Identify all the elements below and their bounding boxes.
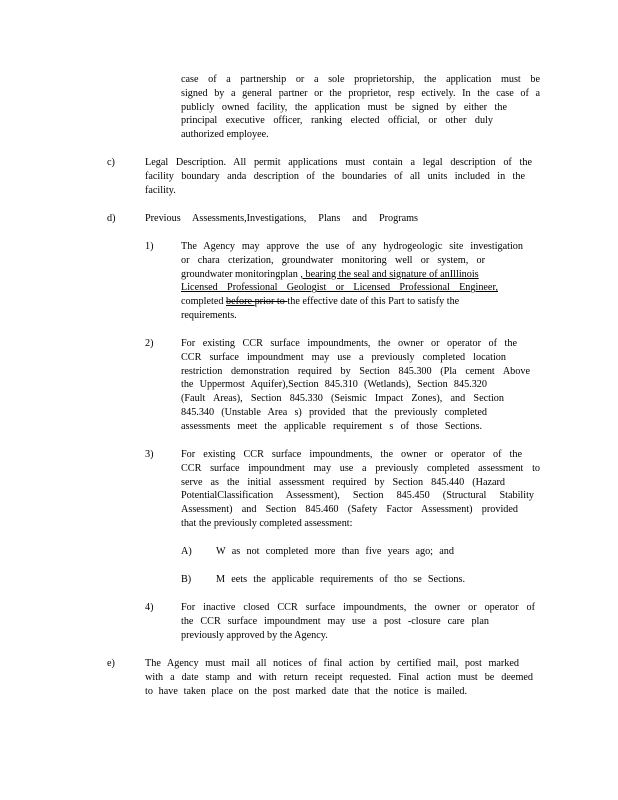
intro-line: signed by a general partner or the proprietor, resp ectively. In the case of a bbox=[181, 87, 540, 99]
section-d-label: d) bbox=[107, 213, 116, 224]
deleted-text: prior to bbox=[254, 296, 288, 308]
section-d-heading-text: Previous Assessments,Investigations, Plans and Programs bbox=[145, 213, 418, 224]
item-3-line: serve as the initial assessment required by Section 845.440 (Hazard bbox=[181, 476, 505, 488]
intro-line: publicly owned facility, the application must be signed by either the bbox=[181, 101, 507, 113]
item-3-B-text bbox=[216, 573, 465, 587]
item-2-line: CCR surface impoundment may use a previously completed location bbox=[181, 351, 506, 363]
item-2-label: 2) bbox=[145, 338, 154, 349]
item-3-B-label: B) bbox=[181, 574, 192, 585]
item-3-A-text bbox=[216, 545, 454, 559]
item-3-line: CCR surface impoundment may use a previously completed assessment to bbox=[181, 462, 540, 474]
item-1-paragraph bbox=[181, 240, 523, 323]
item-4-label: 4) bbox=[145, 602, 154, 613]
deleted-text: before bbox=[225, 296, 255, 308]
item-4-line: For inactive closed CCR surface impoundments, the owner or operator of bbox=[181, 602, 535, 613]
section-e-line: The Agency must mail all notices of final action by certified mail, post marked bbox=[145, 658, 519, 669]
item-3-label: 3) bbox=[145, 449, 154, 460]
item-3-paragraph bbox=[181, 448, 540, 531]
section-d-heading bbox=[145, 212, 418, 226]
inserted-text: , bearing the seal and signature of anIllinois bbox=[300, 268, 479, 280]
item-2-line: (Fault Areas), Section 845.330 (Seismic Impact Zones), and Section bbox=[181, 393, 504, 405]
item-3-line: For existing CCR surface impoundments, the owner or operator of the bbox=[181, 449, 522, 460]
section-c-line: Legal Description. All permit applications must contain a legal description of the bbox=[145, 157, 532, 168]
inserted-text: Licensed Professional Geologist or Licensed Professional Engineer, bbox=[181, 282, 498, 294]
section-c-line: facility boundary anda description of the boundaries of all units included in the bbox=[145, 170, 525, 182]
section-c-line: facility. bbox=[145, 184, 176, 196]
item-2-line: For existing CCR surface impoundments, the owner or operator of the bbox=[181, 338, 517, 349]
item-3-line: PotentialClassification Assessment), Section 845.450 (Structural Stability bbox=[181, 490, 534, 502]
item-1-line bbox=[181, 268, 497, 282]
intro-line: principal executive officer, ranking elected official, or other duly bbox=[181, 115, 493, 127]
section-e-paragraph bbox=[145, 657, 533, 698]
section-c-label: c) bbox=[107, 157, 115, 168]
item-3-line: Assessment) and Section 845.460 (Safety Factor Assessment) provided bbox=[181, 504, 518, 516]
item-2-line: the Uppermost Aquifer),Section 845.310 (Wetlands), Section 845.320 bbox=[181, 379, 487, 391]
item-2-line: assessments meet the applicable requirement s of those Sections. bbox=[181, 420, 482, 432]
item-1-label: 1) bbox=[145, 241, 154, 252]
item-3-B-line: M eets the applicable requirements of tho se Sections. bbox=[216, 574, 465, 585]
section-c-paragraph bbox=[145, 156, 532, 197]
item-1-line: requirements. bbox=[181, 309, 237, 321]
intro-paragraph bbox=[181, 73, 540, 142]
item-2-line: restriction demonstration required by Section 845.300 (Pla cement Above bbox=[181, 365, 530, 377]
item-2-paragraph bbox=[181, 337, 530, 434]
item-1-line: or chara cterization, groundwater monitoring well or system, or bbox=[181, 254, 485, 266]
item-1-line-5-text: completed bbox=[181, 296, 226, 308]
item-4-line: the CCR surface impoundment may use a post -closure care plan bbox=[181, 615, 489, 627]
item-1-line: The Agency may approve the use of any hydrogeologic site investigation bbox=[181, 241, 523, 252]
item-3-A-line: W as not completed more than five years ago; and bbox=[216, 546, 454, 557]
item-4-line: previously approved by the Agency. bbox=[181, 629, 328, 641]
section-e-label: e) bbox=[107, 658, 115, 669]
item-3-line: that the previously completed assessment: bbox=[181, 517, 353, 529]
item-1-line-5-rest: the effective date of this Part to satisfy the bbox=[287, 296, 460, 308]
item-1-line-3-text: groundwater monitoringplan bbox=[181, 268, 301, 280]
section-e-line: to have taken place on the post marked date that the notice is mailed. bbox=[145, 685, 467, 697]
item-3-A-label: A) bbox=[181, 546, 192, 557]
section-e-line: with a date stamp and with return receipt requested. Final action must be deemed bbox=[145, 671, 533, 683]
item-1-line bbox=[181, 295, 502, 309]
item-4-paragraph bbox=[181, 601, 535, 642]
intro-line: authorized employee. bbox=[181, 129, 269, 141]
intro-line: case of a partnership or a sole proprietorship, the application must be bbox=[181, 74, 540, 85]
item-2-line: 845.340 (Unstable Area s) provided that the previously completed bbox=[181, 406, 487, 418]
